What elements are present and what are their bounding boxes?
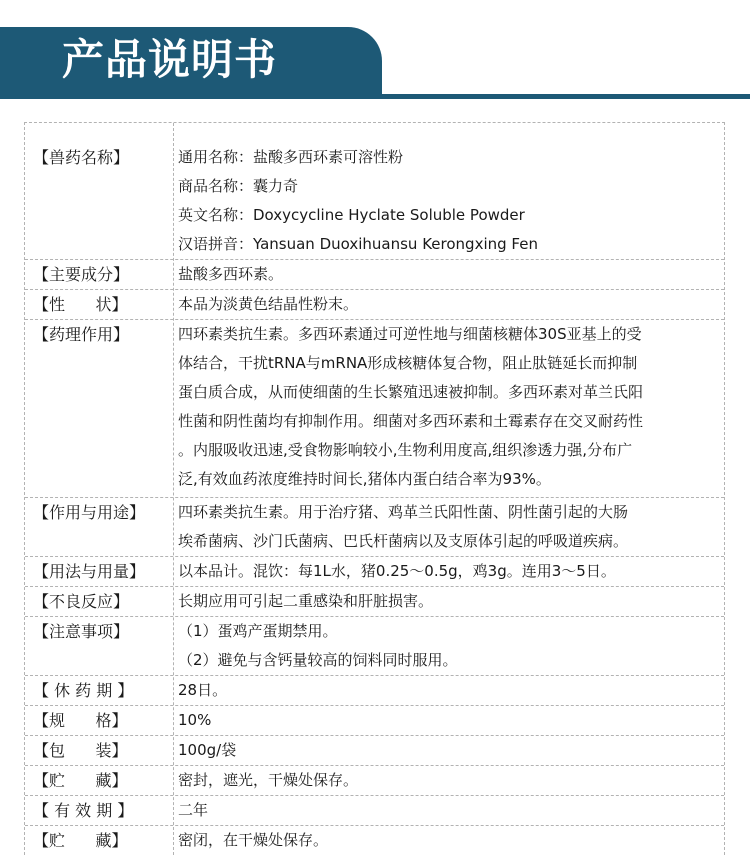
row-label: 【用法与用量】 — [33, 562, 146, 581]
row-value — [173, 290, 724, 319]
value-line: 泛,有效血药浓度维持时间长,猪体内蛋白结合率为93%。 — [178, 470, 551, 488]
value-line: 。内服吸收迅速,受食物影响较小,生物利用度高,组织渗透力强,分布广 — [178, 441, 633, 459]
title-underline — [0, 94, 750, 99]
row-label: 【贮 藏】 — [33, 831, 128, 850]
value-line: 二年 — [178, 801, 209, 819]
value-line: 28日。 — [178, 681, 228, 699]
value-line: 10% — [178, 711, 212, 729]
title-banner — [0, 27, 382, 94]
value-line: 性菌和阴性菌均有抑制作用。细菌对多西环素和土霉素存在交叉耐药性 — [178, 412, 644, 430]
row-label: 【兽药名称】 — [33, 148, 130, 167]
value-line: 盐酸多西环素。 — [178, 265, 284, 283]
value-line: 四环素类抗生素。多西环素通过可逆性地与细菌核糖体30S亚基上的受 — [178, 325, 642, 343]
value-line: （2）避免与含钙量较高的饲料同时服用。 — [178, 651, 458, 669]
row-value — [173, 706, 724, 735]
table-row-adverse-reactions — [25, 587, 724, 617]
page-title: 产品说明书 — [62, 35, 278, 84]
value-line: 汉语拼音：Yansuan Duoxihuansu Kerongxing Fen — [178, 235, 538, 253]
value-line: 通用名称：盐酸多西环素可溶性粉 — [178, 148, 404, 166]
row-label: 【贮 藏】 — [33, 771, 128, 790]
row-label: 【作用与用途】 — [33, 503, 146, 522]
table-row-storage-2 — [25, 826, 724, 855]
value-line: 密闭，在干燥处保存。 — [178, 831, 329, 849]
value-line: 四环素类抗生素。用于治疗猪、鸡革兰氏阳性菌、阴性菌引起的大肠 — [178, 503, 629, 521]
row-value — [173, 557, 724, 586]
value-line: 埃希菌病、沙门氏菌病、巴氏杆菌病以及支原体引起的呼吸道疾病。 — [178, 532, 629, 550]
row-value — [173, 143, 724, 259]
row-label: 【包 装】 — [33, 741, 128, 760]
row-label: 【规 格】 — [33, 711, 128, 730]
value-line: 密封，遮光，干燥处保存。 — [178, 771, 359, 789]
table-row-main-ingredient — [25, 260, 724, 290]
row-label: 【主要成分】 — [33, 265, 130, 284]
table-row-indications — [25, 498, 724, 557]
table-row-specification — [25, 706, 724, 736]
row-value — [173, 736, 724, 765]
row-value — [173, 826, 724, 855]
row-label: 【不良反应】 — [33, 592, 130, 611]
row-label: 【 休 药 期 】 — [33, 681, 134, 700]
value-line: 英文名称：Doxycycline Hyclate Soluble Powder — [178, 206, 525, 224]
table-row-withdrawal-period — [25, 676, 724, 706]
row-value — [173, 498, 724, 556]
row-label: 【药理作用】 — [33, 325, 130, 344]
spec-table — [24, 122, 725, 855]
value-line: （1）蛋鸡产蛋期禁用。 — [178, 622, 338, 640]
value-line: 商品名称：囊力奇 — [178, 177, 299, 195]
row-value — [173, 766, 724, 795]
value-line: 本品为淡黄色结晶性粉末。 — [178, 295, 359, 313]
table-row-appearance — [25, 290, 724, 320]
table-row-packaging — [25, 736, 724, 766]
row-value — [173, 320, 724, 494]
row-label: 【 有 效 期 】 — [33, 801, 134, 820]
table-row-precautions — [25, 617, 724, 676]
table-row-shelf-life — [25, 796, 724, 826]
row-value — [173, 260, 724, 289]
table-row-dosage — [25, 557, 724, 587]
value-line: 长期应用可引起二重感染和肝脏损害。 — [178, 592, 434, 610]
row-value — [173, 796, 724, 825]
value-line: 100g/袋 — [178, 741, 237, 759]
value-line: 体结合，干扰tRNA与mRNA形成核糖体复合物，阻止肽链延长而抑制 — [178, 354, 638, 372]
table-row-storage — [25, 766, 724, 796]
row-label: 【性 状】 — [33, 295, 128, 314]
value-line: 蛋白质合成，从而使细菌的生长繁殖迅速被抑制。多西环素对革兰氏阳 — [178, 383, 644, 401]
row-value — [173, 617, 724, 675]
row-label: 【注意事项】 — [33, 622, 130, 641]
row-value — [173, 676, 724, 705]
table-row-veterinary-drug-name — [25, 123, 724, 260]
row-value — [173, 587, 724, 616]
table-row-pharmacology — [25, 320, 724, 498]
value-line: 以本品计。混饮：每1L水，猪0.25～0.5g，鸡3g。连用3～5日。 — [178, 562, 616, 580]
